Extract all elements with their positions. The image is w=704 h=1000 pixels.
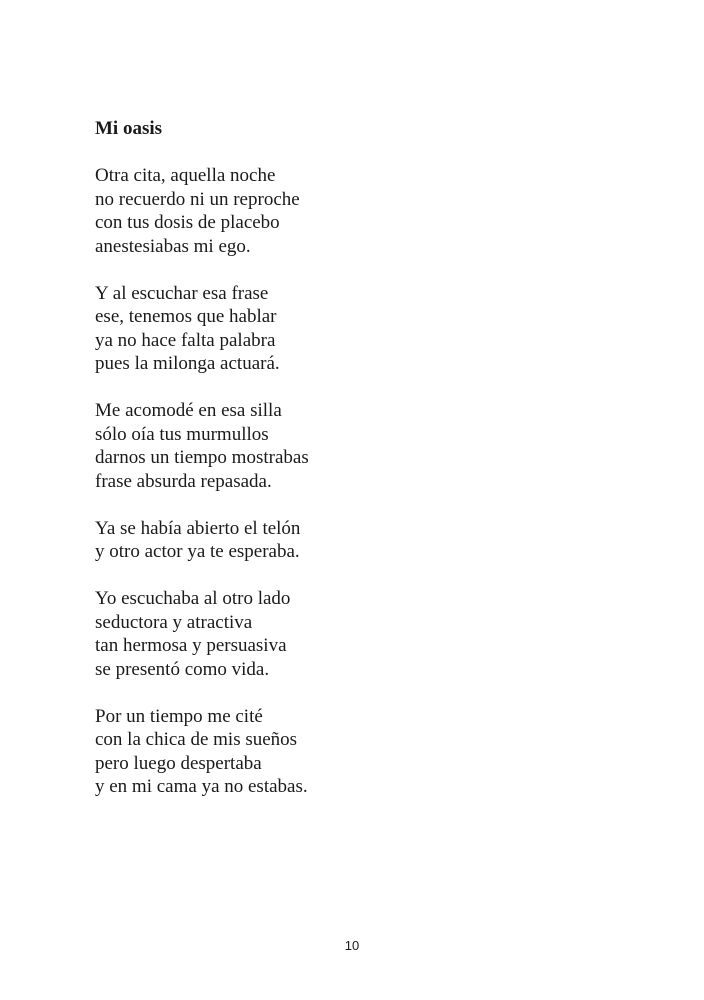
poem-line: no recuerdo ni un reproche [95,188,300,210]
stanza-3 [95,399,615,493]
poem-line: ese, tenemos que hablar [95,306,277,327]
stanza-6 [95,705,615,799]
poem-line: darnos un tiempo mostrabas [95,447,309,468]
poem-line: Me acomodé en esa silla [95,400,282,421]
poem-line: con tus dosis de placebo [95,212,280,233]
poem [95,117,615,822]
page-number: 10 [344,938,360,953]
poem-line: pero luego despertaba [95,752,262,774]
poem-line: Yo escuchaba al otro lado [95,588,291,609]
poem-line: sólo oía tus murmullos [95,423,269,445]
poem-line: tan hermosa y persuasiva [95,635,287,656]
poem-line: anestesiabas mi ego. [95,235,251,257]
stanza-1 [95,164,615,258]
poem-line: ya no hace falta palabra [95,329,276,351]
stanza-4 [95,517,615,564]
poem-line: Y al escuchar esa frase [95,282,269,304]
poem-line: y en mi cama ya no estabas. [95,776,308,797]
poem-line: Por un tiempo me cité [95,705,263,727]
poem-line: Ya se había abierto el telón [95,517,301,539]
poem-line: seductora y atractiva [95,611,253,633]
poem-line: Otra cita, aquella noche [95,165,276,186]
poem-title: Mi oasis [95,118,163,139]
poem-line: pues la milonga actuará. [95,353,280,374]
poem-line: frase absurda repasada. [95,470,272,492]
poem-line: con la chica de mis sueños [95,729,298,750]
stanza-5 [95,587,615,681]
stanza-2 [95,282,615,376]
poem-line: y otro actor ya te esperaba. [95,541,300,562]
poem-line: se presentó como vida. [95,658,270,680]
